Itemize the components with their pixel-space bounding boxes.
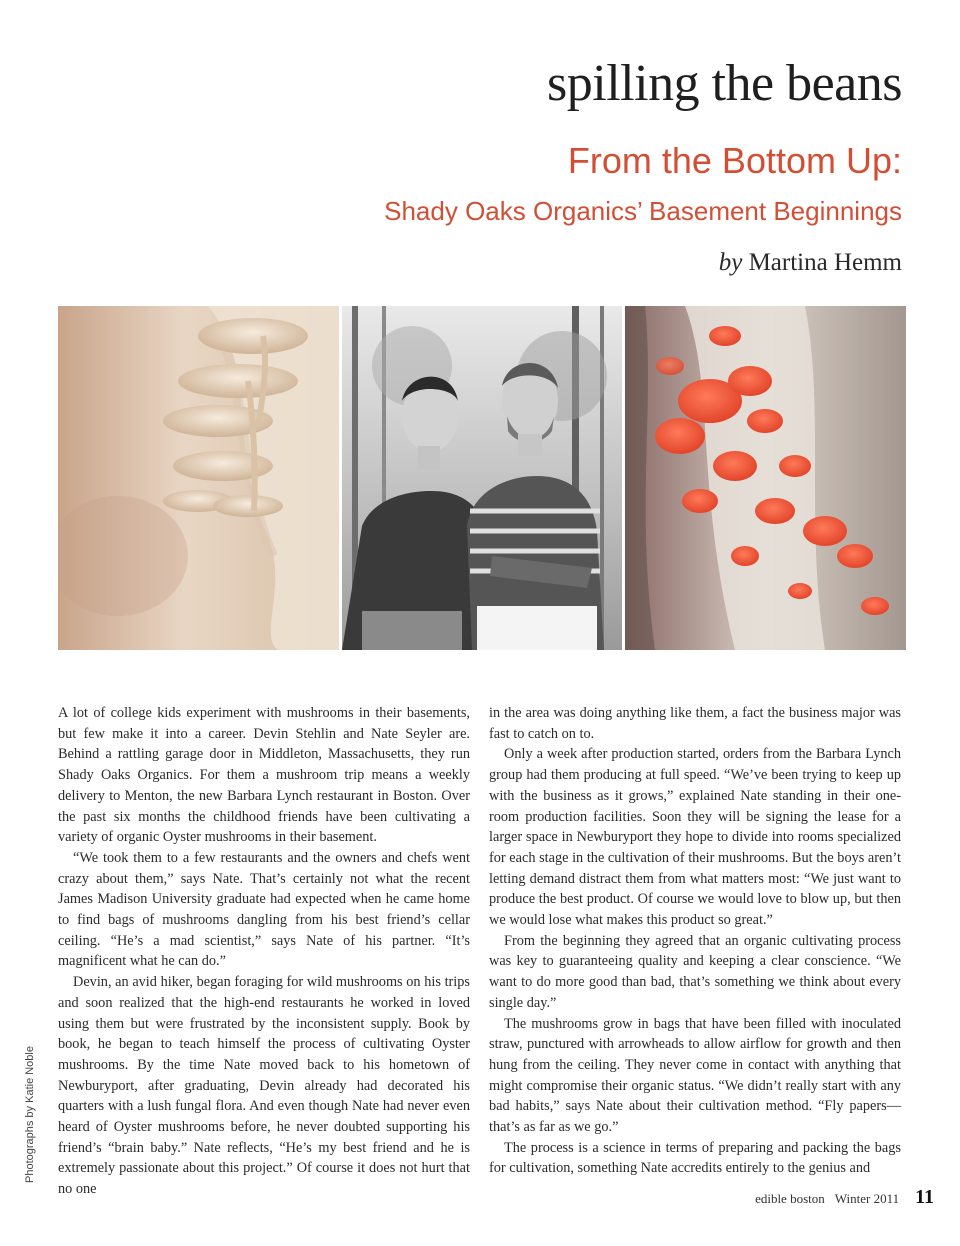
paragraph: Only a week after production started, orders from the Barbara Lynch group had them producing at full speed. “We’ve been trying to keep up with the business as it grows,” explained Nate standing in their one-room production facilities. Soon they will be signing the lease for a larger space in Newburyport they hope to divide into rooms specialized for each stage in the cultivation of their mushrooms. But the boys aren’t letting demand distract them from what matters most: “We just want to produce the best product. Of course we would love to blow up, but then we would lose what makes this product so great.” — [489, 746, 901, 929]
paragraph: From the beginning they agreed that an organic cultivating process was key to guaranteeing quality and keeping a clear conscience. “We want to do more good than bad, that’s something we think about every single day.” — [489, 932, 901, 1011]
oyster-mushroom-photo — [58, 306, 339, 650]
article-column-left — [58, 703, 470, 1200]
paragraph: “We took them to a few restaurants and the owners and chefs went crazy about them,” says Nate. That’s certainly not what the recent James Madison University graduate had expected when he came home to find bags of mushrooms dangling from his best friend’s cellar ceiling. “He’s a mad scientist,” says Nate of his partner. “It’s magnificent what he can do.” — [58, 849, 470, 970]
portrait-photo — [342, 306, 622, 650]
publication-name: edible boston — [755, 1191, 825, 1206]
byline-by: by — [718, 249, 743, 276]
paragraph: The mushrooms grow in bags that have been filled with inoculated straw, punctured with arrowheads to allow airflow for growth and then hung from the ceiling. They never come in contact with anything that might compromise their organic status. “We didn’t really start with any bad habits,” says Nate about their cultivation method. “Fly papers—that’s as far as we go.” — [489, 1015, 901, 1136]
photo-credit: Photographs by Katie Noble — [24, 1046, 36, 1183]
byline — [719, 250, 902, 275]
paragraph: A lot of college kids experiment with mushrooms in their basements, but few make it into a career. Devin Stehlin and Nate Seyler are. Behind a rattling garage door in Middleton, Massachusetts, they run Shady Oaks Organics. For them a mushroom trip means a weekly delivery to Menton, the new Barbara Lynch restaurant in Boston. Over the past six months the childhood friends have been cultivating a variety of organic Oyster mushrooms in their basement. — [58, 705, 470, 846]
article-column-right — [489, 703, 901, 1179]
page-footer — [755, 1186, 934, 1209]
subhead: Shady Oaks Organics’ Basement Beginnings — [384, 196, 902, 226]
section-title: spilling the beans — [547, 55, 902, 112]
headline: From the Bottom Up: — [567, 140, 902, 181]
pink-oyster-mushroom-photo — [625, 306, 906, 650]
paragraph: Devin, an avid hiker, began foraging for wild mushrooms on his trips and soon realized that the high-end restaurants he worked in loved using them but were frustrated by the inconsistent supply. Book by book, he began to teach himself the process of cultivating Oyster mushrooms. By the time Nate moved back to his hometown of Newburyport, after graduating, Devin already had decorated his quarters with a lush fungal flora. And even though Nate had never even heard of Oyster mushrooms before, he never doubted supporting his friend’s “brain baby.” Nate reflects, “He’s my best friend and he is extremely passionate about this project.” Of course it does not hurt that no one — [58, 974, 470, 1198]
photo-strip — [58, 306, 906, 650]
byline-author: Martina Hemm — [748, 249, 902, 276]
issue-date: Winter 2011 — [834, 1191, 900, 1206]
paragraph: in the area was doing anything like them, a fact the business major was fast to catch on to. — [489, 705, 901, 742]
page-number: 11 — [915, 1186, 934, 1208]
paragraph: The process is a science in terms of preparing and packing the bags for cultivation, something Nate accredits entirely to the genius and — [489, 1139, 901, 1177]
